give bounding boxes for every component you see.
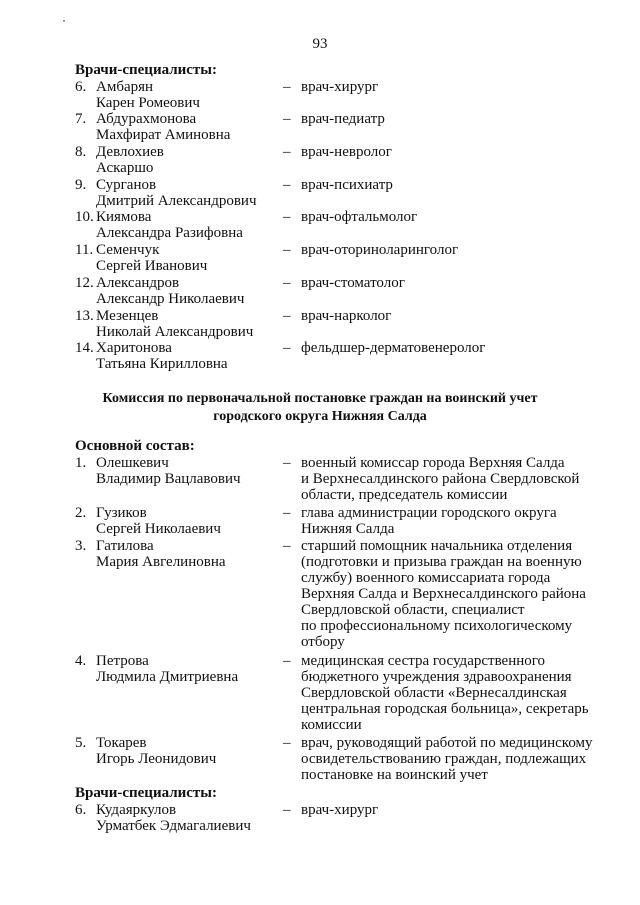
entry-given-names: Людмила Дмитриевна [96, 669, 239, 685]
entry-given-names: Александра Разифовна [96, 225, 243, 241]
role-line: Свердловской области «Вернесалдинская [301, 685, 567, 701]
entry-surname: Мезенцев [96, 308, 159, 324]
role-line: комиссии [301, 717, 362, 733]
role-line: врач-невролог [301, 144, 392, 160]
entry-surname: Петрова [96, 653, 149, 669]
entry-dash: – [283, 538, 291, 554]
entry-dash: – [283, 340, 291, 356]
entry-surname: Александров [96, 275, 180, 291]
entry-number: 1. [75, 455, 87, 471]
role-line: врач-оториноларинголог [301, 242, 459, 258]
entry-surname: Амбарян [96, 79, 154, 95]
section-heading-main-members: Основной состав: [75, 438, 195, 454]
entry-dash: – [283, 802, 291, 818]
entry-number: 2. [75, 505, 87, 521]
entry-number: 10. [75, 209, 94, 225]
commission-title-line: Комиссия по первоначальной постановке граждан на воинский учет [102, 391, 538, 406]
entry-role [301, 275, 606, 291]
entry-surname: Девлохиев [96, 144, 164, 160]
role-line: Верхняя Салда и Верхнесалдинского района [301, 586, 586, 602]
entry-number: 11. [75, 242, 94, 258]
entry-dash: – [283, 505, 291, 521]
role-line: врач-нарколог [301, 308, 392, 324]
role-line: бюджетного учреждения здравоохранения [301, 669, 572, 685]
entry-dash: – [283, 209, 291, 225]
entry-given-names: Игорь Леонидович [96, 751, 217, 767]
entry-surname: Харитонова [96, 340, 172, 356]
role-line: старший помощник начальника отделения [301, 538, 573, 554]
entry-given-names: Мария Авгелиновна [96, 554, 226, 570]
entry-number: 8. [75, 144, 87, 160]
entry-number: 6. [75, 79, 87, 95]
entry-given-names: Татьяна Кирилловна [96, 356, 228, 372]
entry-dash: – [283, 144, 291, 160]
entry-number: 12. [75, 275, 94, 291]
entry-dash: – [283, 242, 291, 258]
entry-dash: – [283, 79, 291, 95]
entry-number: 9. [75, 177, 87, 193]
entry-surname: Киямова [96, 209, 152, 225]
entry-number: 13. [75, 308, 94, 324]
commission-title-line: городского округа Нижняя Салда [213, 409, 427, 424]
role-line: центральная городская больница», секретарь [301, 701, 589, 717]
role-line: Свердловской области, специалист [301, 602, 525, 618]
role-line: глава администрации городского округа [301, 505, 557, 521]
entry-surname: Сурганов [96, 177, 157, 193]
entry-dash: – [283, 275, 291, 291]
role-line: врач, руководящий работой по медицинскому [301, 735, 593, 751]
role-line: врач-педиатр [301, 111, 385, 127]
role-line: фельдшер-дерматовенеролог [301, 340, 486, 356]
scan-mark [63, 20, 65, 22]
entry-role [301, 177, 606, 193]
entry-given-names: Владимир Вацлавович [96, 471, 241, 487]
entry-given-names: Николай Александрович [96, 324, 254, 340]
entry-surname: Семенчук [96, 242, 160, 258]
entry-role [301, 242, 606, 258]
role-line: врач-стоматолог [301, 275, 405, 291]
role-line: и Верхнесалдинского района Свердловской [301, 471, 580, 487]
role-line: военный комиссар города Верхняя Салда [301, 455, 565, 471]
role-line: медицинская сестра государственного [301, 653, 546, 669]
entry-dash: – [283, 308, 291, 324]
section-heading-doctors: Врачи-специалисты: [75, 785, 218, 801]
entry-role [301, 735, 606, 783]
entry-role [301, 111, 606, 127]
page-number: 93 [312, 36, 328, 52]
role-line: области, председатель комиссии [301, 487, 508, 503]
entry-number: 5. [75, 735, 87, 751]
entry-surname: Кудаяркулов [96, 802, 177, 818]
entry-dash: – [283, 177, 291, 193]
role-line: врач-хирург [301, 79, 379, 95]
entry-number: 14. [75, 340, 94, 356]
entry-given-names: Махфират Аминовна [96, 127, 231, 143]
entry-number: 4. [75, 653, 87, 669]
role-line: освидетельствованию граждан, подлежащих [301, 751, 587, 767]
section-heading-doctors: Врачи-специалисты: [75, 62, 218, 78]
commission-title [60, 390, 580, 426]
role-line: по профессиональному психологическому [301, 618, 573, 634]
entry-role [301, 308, 606, 324]
entry-dash: – [283, 111, 291, 127]
entry-surname: Абдурахмонова [96, 111, 197, 127]
entry-surname: Гузиков [96, 505, 147, 521]
entry-surname: Гатилова [96, 538, 154, 554]
role-line: постановке на воинский учет [301, 767, 488, 783]
entry-given-names: Сергей Иванович [96, 258, 208, 274]
entry-role [301, 340, 606, 356]
role-line: службу) военного комиссариата города [301, 570, 551, 586]
role-line: (подготовки и призыва граждан на военную [301, 554, 582, 570]
entry-role [301, 653, 606, 733]
role-line: врач-хирург [301, 802, 379, 818]
entry-dash: – [283, 455, 291, 471]
entry-role [301, 209, 606, 225]
entry-role [301, 802, 606, 818]
entry-role [301, 455, 606, 503]
entry-given-names: Карен Ромеович [96, 95, 200, 111]
entry-number: 3. [75, 538, 87, 554]
entry-given-names: Аскаршо [96, 160, 154, 176]
entry-given-names: Александр Николаевич [96, 291, 245, 307]
entry-given-names: Урматбек Эдмагалиевич [96, 818, 251, 834]
role-line: врач-офтальмолог [301, 209, 418, 225]
entry-given-names: Дмитрий Александрович [96, 193, 257, 209]
entry-role [301, 144, 606, 160]
entry-role [301, 79, 606, 95]
entry-given-names: Сергей Николаевич [96, 521, 221, 537]
entry-dash: – [283, 653, 291, 669]
entry-number: 6. [75, 802, 87, 818]
entry-number: 7. [75, 111, 87, 127]
entry-role [301, 505, 606, 537]
entry-surname: Олешкевич [96, 455, 169, 471]
entry-dash: – [283, 735, 291, 751]
role-line: отбору [301, 634, 345, 650]
entry-surname: Токарев [96, 735, 147, 751]
role-line: врач-психиатр [301, 177, 393, 193]
entry-role [301, 538, 606, 650]
role-line: Нижняя Салда [301, 521, 395, 537]
